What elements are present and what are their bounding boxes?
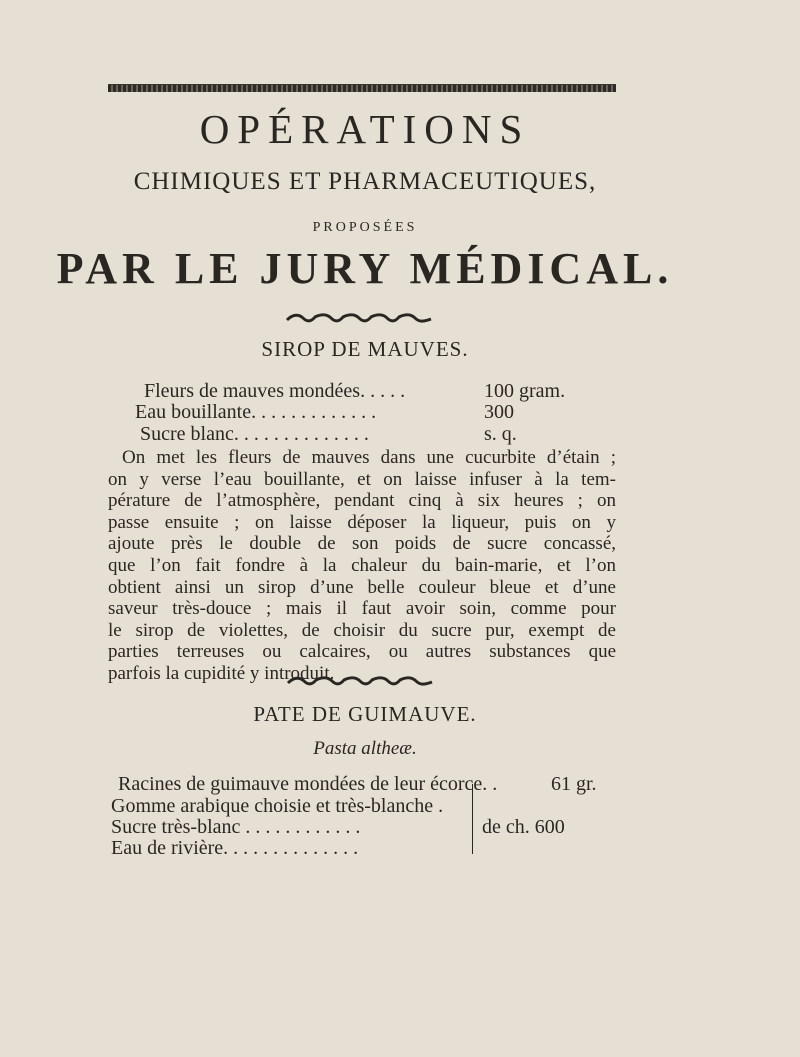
paragraph-line: parties terreuses ou calcaires, ou autres substances que: [108, 641, 616, 663]
section-title-pate: PATE DE GUIMAUVE.: [253, 702, 477, 726]
paragraph-line: obtient ainsi un sirop d’une belle couleur bleue et d’une: [108, 576, 616, 598]
ingredient-quantity: 300: [484, 401, 514, 423]
ingredient-name: Sucre très-blanc . . . . . . . . . . . .: [111, 816, 361, 838]
paragraph-line: On met les fleurs de mauves dans une cucurbite d’étain ;: [122, 447, 616, 468]
ingredient-quantity: s. q.: [484, 423, 517, 445]
ingredient-name: Fleurs de mauves mondées. . . . .: [144, 380, 406, 402]
section-title-sirop: SIROP DE MAUVES.: [261, 337, 469, 361]
paragraph-line: saveur très-douce ; mais il faut avoir soin, comme pour: [108, 598, 616, 620]
ingredient-name: Sucre blanc. . . . . . . . . . . . . .: [140, 423, 369, 445]
paragraph-line: pérature de l’atmosphère, pendant cinq à six heures ; on: [108, 490, 616, 512]
grouping-brace: [472, 784, 476, 854]
ingredient-quantity: 100 gram.: [484, 380, 566, 402]
ingredient-name: Gomme arabique choisie et très-blanche .: [111, 795, 444, 817]
title-jury-medical: PAR LE JURY MÉDICAL.: [56, 244, 674, 293]
paragraph-line: on y verse l’eau bouillante, et on laisse infuser à la tem-: [108, 468, 616, 490]
title-proposees: PROPOSÉES: [312, 220, 418, 235]
paragraph-line: ajoute près le double de son poids de sucre concassé,: [108, 533, 616, 555]
title-operations: OPÉRATIONS: [199, 106, 531, 152]
paragraph-line: que l’on fait fondre à la chaleur du bain-marie, et l’on: [108, 554, 616, 576]
ingredient-name: Eau de rivière. . . . . . . . . . . . . .: [111, 837, 359, 859]
top-ornamental-rule: [108, 84, 616, 92]
sirop-paragraph: [108, 447, 616, 685]
paragraph-line: parfois la cupidité y introduit.: [108, 662, 335, 684]
wave-ornament-icon: [286, 676, 434, 688]
paragraph-line: passe ensuite ; on laisse déposer la liqueur, puis on y: [108, 511, 616, 533]
ingredient-name: Racines de guimauve mondées de leur écorce. .: [118, 773, 498, 795]
section-latin-name: Pasta altheæ.: [313, 738, 417, 759]
wave-ornament-icon: [285, 313, 433, 325]
ingredient-name: Eau bouillante. . . . . . . . . . . . .: [135, 401, 377, 423]
ingredient-quantity: 61 gr.: [551, 773, 597, 795]
paragraph-line: le sirop de violettes, de choisir du sucre pur, exempt de: [108, 619, 616, 641]
ingredient-quantity: de ch. 600: [482, 816, 565, 838]
title-chimiques: CHIMIQUES ET PHARMACEUTIQUES,: [133, 168, 597, 195]
